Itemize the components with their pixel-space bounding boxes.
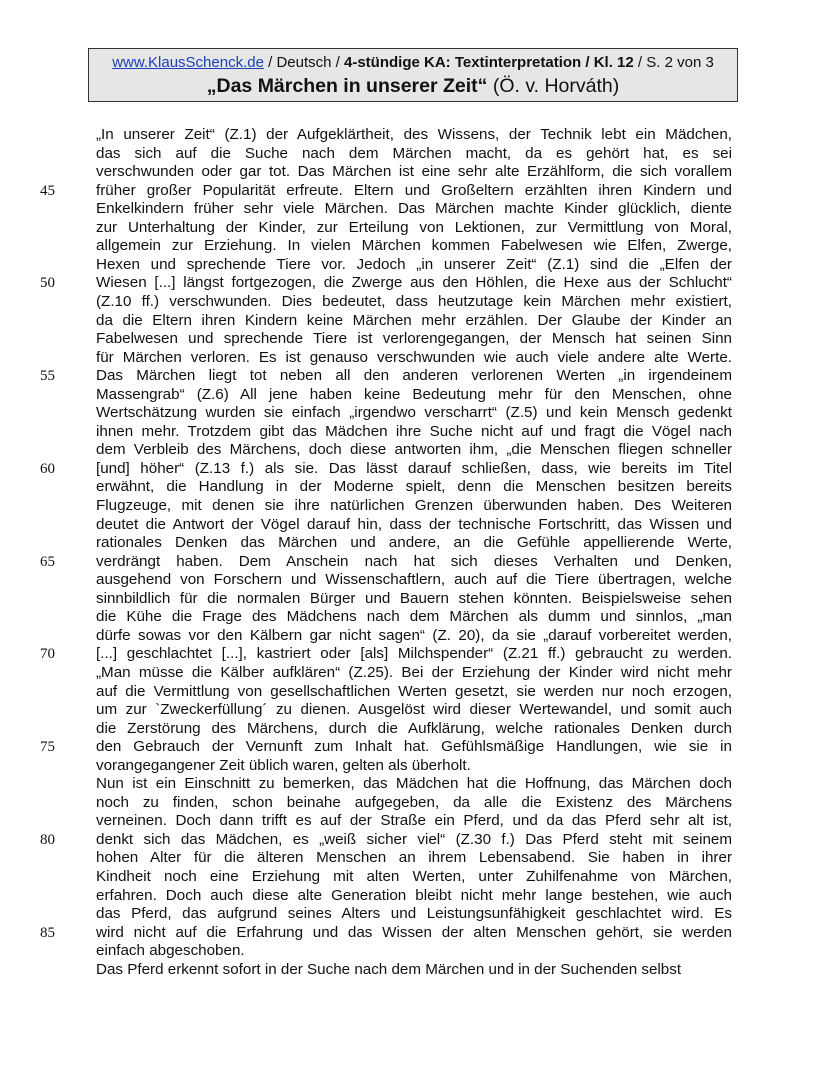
body-line: Nun ist ein Einschnitt zu bemerken, das Mädchen hat die Hoffnung, das Märchen doch xyxy=(96,775,732,793)
line-number: 55 xyxy=(40,368,55,385)
body-line: ausgehend von Forschern und Wissenschaftlern, auch auf die Tiere übertragen, welche xyxy=(96,571,732,589)
body-line: verdrängt haben. Dem Anschein nach hat sich dieses Verhalten und Denken, xyxy=(96,552,732,570)
site-link[interactable]: www.KlausSchenck.de xyxy=(112,54,264,71)
line-number: 75 xyxy=(40,739,55,756)
body-line: Flugzeuge, mit denen sie ihre natürlichen Grenzen überwunden haben. Des Weiteren xyxy=(96,497,732,514)
line-number: 65 xyxy=(40,553,55,570)
body-line: dürfe sowas vor den Kälbern gar nicht sagen“ (Z. 20), da sie „darauf vorbereitet werden, xyxy=(96,626,732,644)
title-text: „Das Märchen in unserer Zeit“ xyxy=(206,75,488,97)
body-line: um zur `Zweckerfüllung´ zu dienen. Ausgelöst wird dieser Wertewandel, und somit auch xyxy=(96,701,732,719)
body-line: Das Pferd erkennt sofort in der Suche nach dem Märchen und in der Suchenden selbst xyxy=(96,960,682,978)
body-line: erwähnt, die Handlung in der Moderne spielt, denn die Menschen besitzen bereits xyxy=(96,478,732,496)
body-line: sinnbildlich für die normalen Bürger und Bauern stehen könnten. Beispielsweise sehen xyxy=(96,589,732,607)
body-line: ihnen mehr. Trotzdem gibt das Mädchen ihre Suche nicht auf und fragt die Vögel nach xyxy=(96,422,732,440)
line-number: 70 xyxy=(40,646,55,663)
body-line: allgemein zur Erziehung. In vielen Märchen kommen Fabelwesen wie Elfen, Zwerge, xyxy=(96,237,732,255)
body-line: Hexen und sprechende Tiere vor. Jedoch „in unserer Zeit“ (Z.1) sind die „Elfen der xyxy=(96,255,732,273)
body-line: früher großer Popularität erfreute. Eltern und Großeltern erzählten ihren Kindern und xyxy=(96,181,732,199)
body-line: Kindheit noch eine Erziehung mit alten Werten, unter Zuhilfenahme von Märchen, xyxy=(96,868,732,885)
body-line: verschwunden oder gar tot. Das Märchen ist eine sehr alte Erzählform, die sich vorallem xyxy=(96,163,732,181)
title-author: (Ö. v. Horváth) xyxy=(487,75,620,97)
body-line: hohen Alter für die älteren Menschen an ihrem Lebensabend. Sie haben in ihrer xyxy=(96,849,732,867)
document-title xyxy=(89,74,737,98)
header-subject: / Deutsch / xyxy=(263,54,344,71)
header-page-number: S. 2 von 3 xyxy=(646,54,714,71)
line-number: 50 xyxy=(40,275,55,292)
body-line: „In unserer Zeit“ (Z.1) der Aufgeklärtheit, des Wissens, der Technik lebt ein Mädchen, xyxy=(96,126,732,143)
line-number: 60 xyxy=(40,460,55,477)
line-number: 85 xyxy=(40,924,55,941)
body-line: das sich auf die Suche nach dem Märchen macht, da es gehört hat, es sei xyxy=(96,144,732,162)
body-line: Das Märchen liegt tot neben all den anderen verlorenen Werten „in irgendeinem xyxy=(96,367,732,385)
header-exam: 4-stündige KA: Textinterpretation / Kl. 12 xyxy=(343,54,634,71)
body-line: deutet die Antwort der Vögel darauf hin, dass der technische Fortschritt, das Wissen und xyxy=(96,515,732,533)
body-line: auf die Vermittlung von gesellschaftlichen Werten gesetzt, sie werden nur noch erzogen, xyxy=(96,682,732,700)
header-meta-line xyxy=(89,54,737,72)
body-line: „Man müsse die Kälber aufklären“ (Z.25). Bei der Erziehung der Kinder wird nicht mehr xyxy=(96,663,732,681)
page-header xyxy=(88,48,738,102)
body-line: den Gebrauch der Vernunft zum Inhalt hat. Gefühlsmäßige Handlungen, wie sie in xyxy=(96,738,732,756)
body-line: Enkelkindern früher sehr viele Märchen. Das Märchen machte Kinder glücklich, diente xyxy=(96,200,732,218)
body-line: die Zerstörung des Märchens, durch die Aufklärung, welche rationales Denken durch xyxy=(96,719,732,737)
body-line: verneinen. Doch dann trifft es auf der Straße ein Pferd, und da das Pferd sehr alt ist, xyxy=(96,812,732,830)
body-line: die Kühe die Frage des Mädchens nach dem Märchen als dumm und sinnlos, „man xyxy=(96,608,732,626)
body-line: (Z.10 ff.) verschwunden. Dies bedeutet, dass heutzutage kein Märchen mehr existiert, xyxy=(96,292,732,310)
body-line: noch zu finden, schon beinahe aufgegeben, da alle die Existenz des Märchens xyxy=(96,793,732,811)
body-line: rationales Denken das Märchen und andere, an die Gefühle appellierende Werte, xyxy=(96,534,732,552)
line-number: 45 xyxy=(40,182,55,199)
body-line: einfach abgeschoben. xyxy=(96,942,245,960)
body-line: dem Verbleib des Märchens, doch diese antworten ihm, „die Menschen fliegen schneller xyxy=(96,441,732,459)
body-line: erfahren. Doch auch diese alte Generation bleibt nicht mehr lange bestehen, wie auch xyxy=(96,886,732,904)
body-line: zur Unterhaltung der Kinder, zur Erteilung von Lektionen, zur Vermittlung von Moral, xyxy=(96,218,732,236)
body-line: das Pferd, das aufgrund seines Alters und Leistungsunfähigkeit geschlachtet wird. Es xyxy=(96,905,732,923)
body-line: Wiesen [...] längst fortgezogen, die Zwerge aus den Höhlen, die Hexe aus der Schlucht“ xyxy=(96,274,732,292)
body-line: für Märchen verloren. Es ist genauso verschwunden wie auch viele andere alte Werte. xyxy=(96,348,732,366)
body-line: Wertschätzung wurden sie einfach „irgendwo verscharrt“ (Z.5) und kein Mensch gedenkt xyxy=(96,404,732,422)
body-line: vorangegangener Zeit üblich waren, gelten als überholt. xyxy=(96,756,471,774)
line-number: 80 xyxy=(40,831,55,848)
body-line: [und] höher“ (Z.13 f.) als sie. Das lässt darauf schließen, dass, wie bereits im Titel xyxy=(96,459,732,477)
body-line: Massengrab“ (Z.6) All jene haben keine Bedeutung mehr für den Menschen, ohne xyxy=(96,385,732,403)
body-line: denkt sich das Mädchen, es „weiß sicher viel“ (Z.30 f.) Das Pferd steht mit seinem xyxy=(96,830,732,848)
body-line: wird nicht auf die Erfahrung und das Wissen der alten Menschen gehört, sie werden xyxy=(96,923,732,941)
body-line: Fabelwesen und sprechende Tiere ist verlorengegangen, der Mensch hat seinen Sinn xyxy=(96,330,732,348)
header-separator: / xyxy=(633,54,647,71)
body-line: [...] geschlachtet [...], kastriert oder [als] Milchspender“ (Z.21 ff.) gebraucht zu werden. xyxy=(96,645,732,663)
body-line: da die Eltern ihren Kindern keine Märchen mehr erzählen. Der Glaube der Kinder an xyxy=(96,311,732,329)
